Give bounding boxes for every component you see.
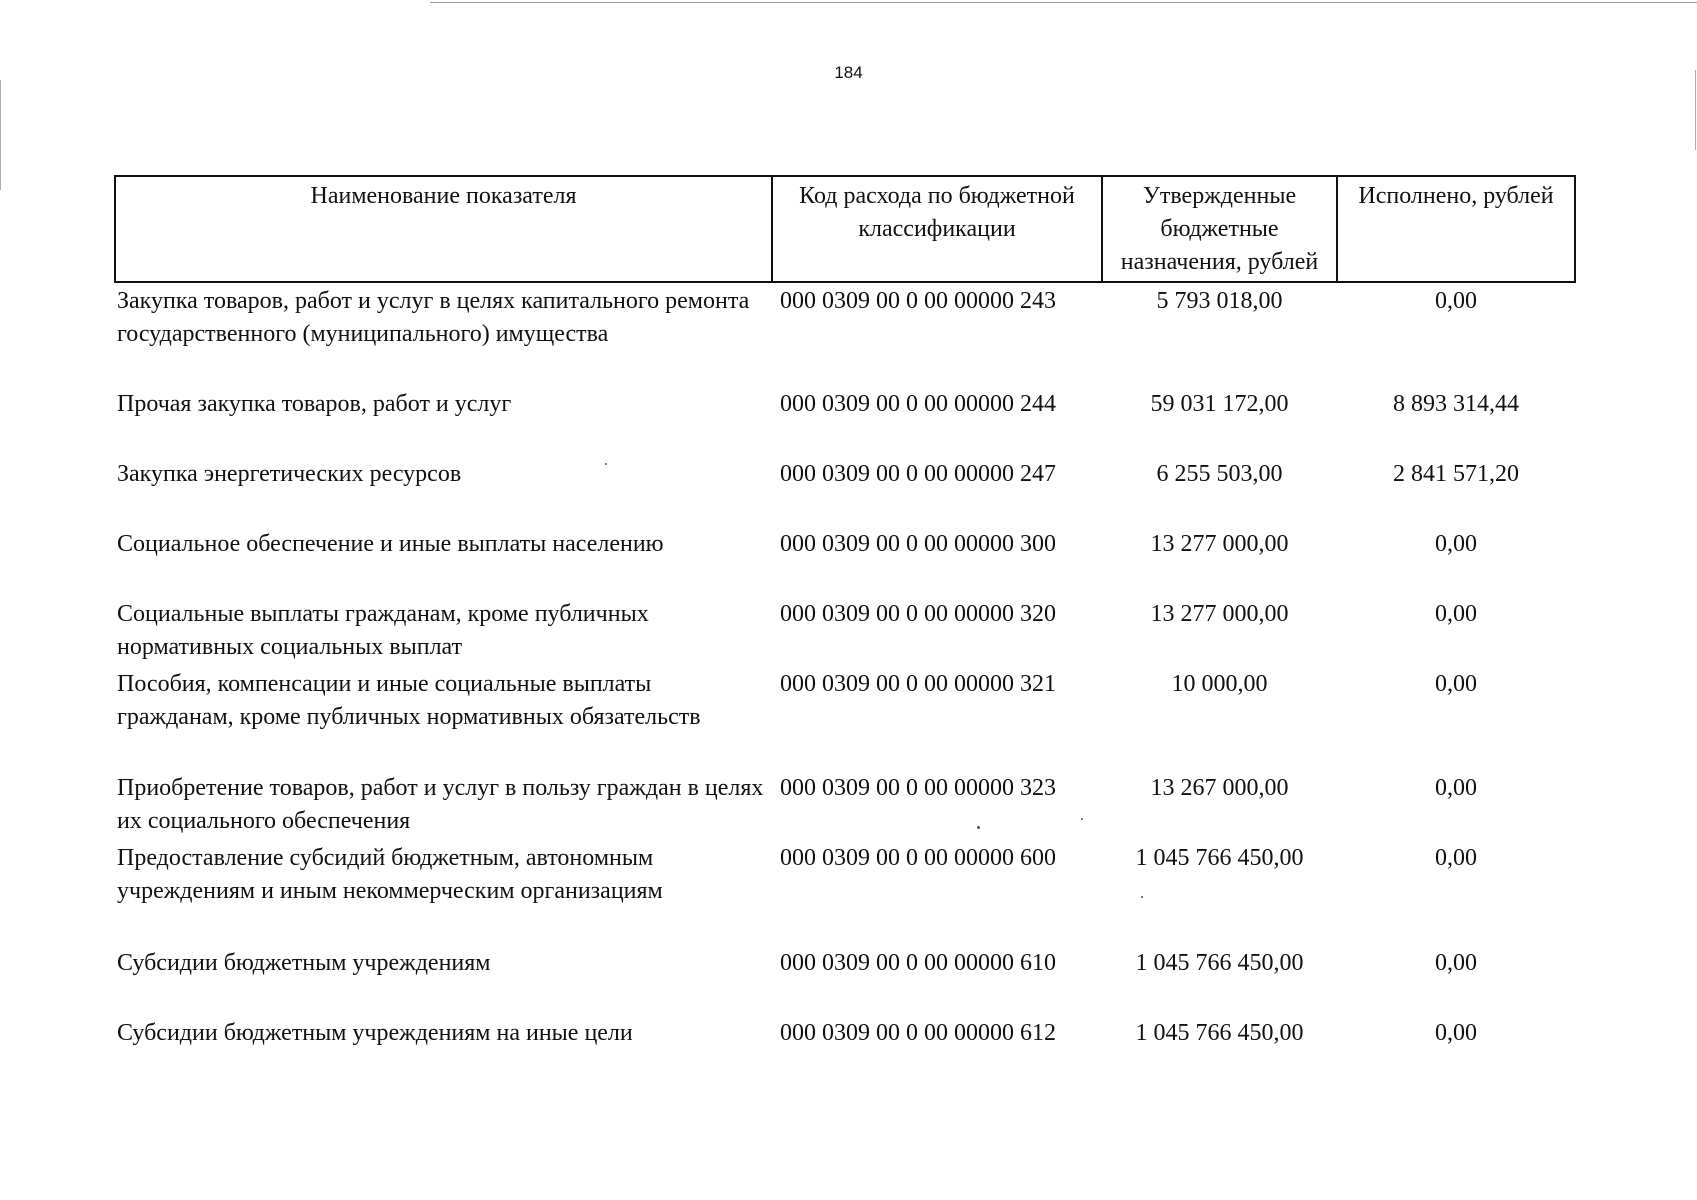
row-name: Пособия, компенсации и иные социальные выплаты гражданам, кроме публичных нормативных обязательств — [117, 671, 701, 730]
table-row — [115, 456, 1575, 526]
row-code: 000 0309 00 0 00 00000 600 — [780, 845, 1056, 871]
scan-speck — [1141, 896, 1143, 898]
row-name: Приобретение товаров, работ и услуг в пользу граждан в целях их социального обеспечения — [117, 775, 764, 834]
page-number: 184 — [834, 63, 863, 82]
row-executed: 0,00 — [1435, 671, 1477, 697]
row-code: 000 0309 00 0 00 00000 244 — [780, 391, 1056, 417]
row-approved: 1 045 766 450,00 — [1135, 845, 1304, 871]
row-executed: 0,00 — [1435, 1020, 1477, 1046]
row-name: Социальное обеспечение и иные выплаты населению — [117, 531, 664, 557]
table-row — [115, 840, 1575, 945]
row-approved: 6 255 503,00 — [1156, 461, 1283, 487]
table-row — [115, 770, 1575, 840]
table-row — [115, 282, 1575, 386]
row-code: 000 0309 00 0 00 00000 321 — [780, 671, 1056, 697]
table-row — [115, 945, 1575, 1015]
row-approved: 13 277 000,00 — [1150, 601, 1289, 627]
row-executed: 2 841 571,20 — [1393, 461, 1519, 487]
row-code: 000 0309 00 0 00 00000 610 — [780, 950, 1056, 976]
row-executed: 0,00 — [1435, 950, 1477, 976]
header-name: Наименование показателя — [115, 176, 772, 282]
row-name: Субсидии бюджетным учреждениям на иные цели — [117, 1020, 633, 1046]
table-row — [115, 1015, 1575, 1085]
row-name: Закупка энергетических ресурсов — [117, 461, 462, 487]
header-code: Код расхода по бюджетной классификации — [772, 176, 1102, 282]
row-code: 000 0309 00 0 00 00000 323 — [780, 775, 1056, 801]
row-approved: 5 793 018,00 — [1156, 288, 1283, 314]
row-approved: 13 277 000,00 — [1150, 531, 1289, 557]
row-approved: 1 045 766 450,00 — [1135, 950, 1304, 976]
row-name: Предоставление субсидий бюджетным, автономным учреждениям и иным некоммерческим организациям — [117, 845, 663, 904]
row-executed: 0,00 — [1435, 601, 1477, 627]
row-code: 000 0309 00 0 00 00000 247 — [780, 461, 1056, 487]
scan-speck — [605, 463, 607, 465]
row-executed: 0,00 — [1435, 845, 1477, 871]
row-name: Закупка товаров, работ и услуг в целях капитального ремонта государственного (муниципального) имущества — [117, 288, 750, 347]
table-body — [115, 282, 1575, 1085]
scan-speck — [1081, 818, 1083, 820]
row-approved: 13 267 000,00 — [1150, 775, 1289, 801]
row-approved: 10 000,00 — [1171, 671, 1268, 697]
scan-top-edge — [430, 2, 1697, 3]
row-name: Субсидии бюджетным учреждениям — [117, 950, 491, 976]
row-executed: 8 893 314,44 — [1393, 391, 1519, 417]
row-executed: 0,00 — [1435, 531, 1477, 557]
table-header — [115, 176, 1575, 282]
scan-speck — [977, 826, 980, 829]
table-row — [115, 386, 1575, 456]
row-executed: 0,00 — [1435, 288, 1477, 314]
row-code: 000 0309 00 0 00 00000 612 — [780, 1020, 1056, 1046]
row-code: 000 0309 00 0 00 00000 300 — [780, 531, 1056, 557]
row-approved: 59 031 172,00 — [1150, 391, 1289, 417]
header-row — [115, 176, 1575, 282]
header-executed: Исполнено, рублей — [1337, 176, 1575, 282]
table-row — [115, 666, 1575, 770]
row-executed: 0,00 — [1435, 775, 1477, 801]
table-row — [115, 526, 1575, 596]
row-name: Прочая закупка товаров, работ и услуг — [117, 391, 512, 417]
row-name: Социальные выплаты гражданам, кроме публичных нормативных социальных выплат — [117, 601, 649, 660]
scan-left-edge — [0, 80, 1, 190]
row-code: 000 0309 00 0 00 00000 320 — [780, 601, 1056, 627]
table-row — [115, 596, 1575, 666]
row-code: 000 0309 00 0 00 00000 243 — [780, 288, 1056, 314]
budget-expenditure-table — [114, 175, 1576, 1085]
row-approved: 1 045 766 450,00 — [1135, 1020, 1304, 1046]
header-approved: Утвержденные бюджетные назначения, рублей — [1102, 176, 1337, 282]
